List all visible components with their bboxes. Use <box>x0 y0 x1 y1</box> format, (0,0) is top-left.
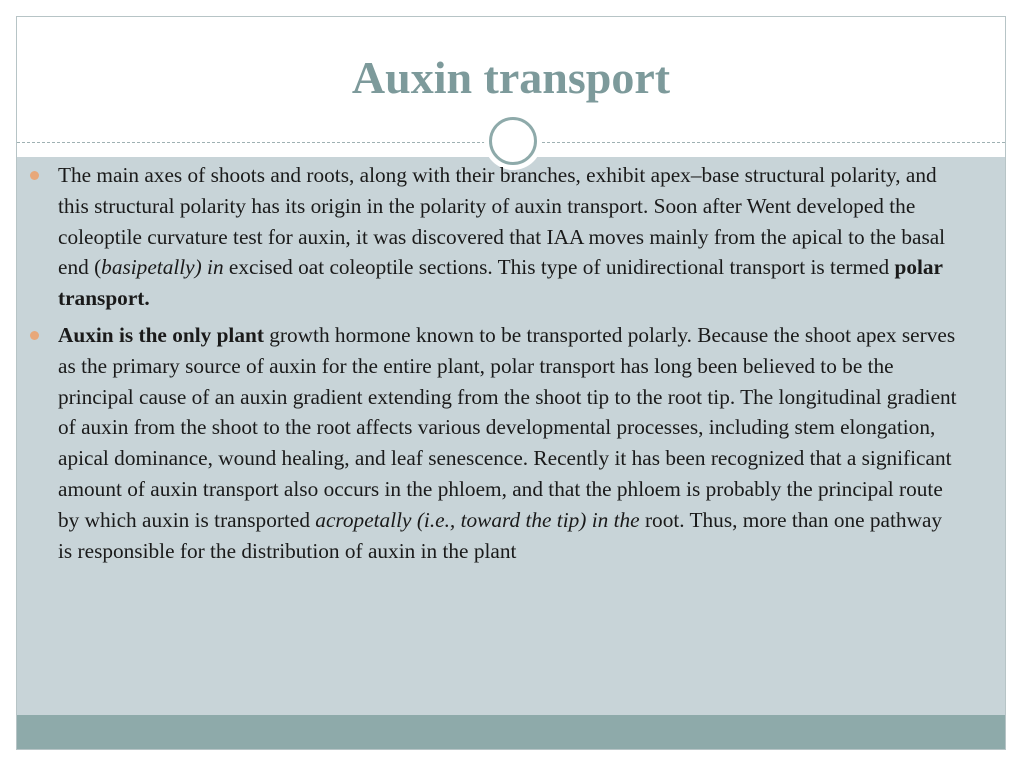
bullet-1-text-1: The main axes of shoots and roots, along with their branches, exhibit apex–base structural polarity, and this structural polarity has its origin in the polarity of auxin transport. Soon after Went developed the coleoptile curvature test for auxin, it was discovered that IAA moves mainly from the apical to the basal end ( <box>58 163 946 280</box>
bullet-item-2 <box>30 320 960 566</box>
bullet-1-italic: basipetally) in <box>101 255 224 280</box>
bullet-1-text-2: excised oat coleoptile sections. This type of unidirectional transport is termed <box>223 255 895 280</box>
bullet-dot-icon <box>30 331 39 340</box>
ornament-ring <box>489 117 537 165</box>
slide-title: Auxin transport <box>351 52 671 103</box>
bullet-2-italic: acropetally (i.e., toward the tip) in the <box>315 507 640 532</box>
bullet-2-bold: Auxin is the only plant <box>58 322 264 347</box>
bullet-1-bold: polar transport. <box>58 255 943 311</box>
bullet-2-text-1: growth hormone known to be transported polarly. Because the shoot apex serves as the primary source of auxin for the entire plant, polar transport has long been believed to be the principal cause of an auxin gradient extending from the shoot tip to the root tip. The longitudinal gradient of auxin from the shoot to the root affects various developmental processes, including stem elongation, apical dominance, wound healing, and leaf senescence. Recently it has been recognized that a significant amount of auxin transport also occurs in the phloem, and that the phloem is probably the principal route by which auxin is transported <box>58 322 957 532</box>
footer-bar <box>17 715 1005 749</box>
slide-content <box>30 160 960 572</box>
bullet-item-1 <box>30 160 960 314</box>
bullet-2-text-2: root. Thus, more than one pathway is responsible for the distribution of auxin in the plant <box>58 507 943 563</box>
bullet-dot-icon <box>30 171 39 180</box>
